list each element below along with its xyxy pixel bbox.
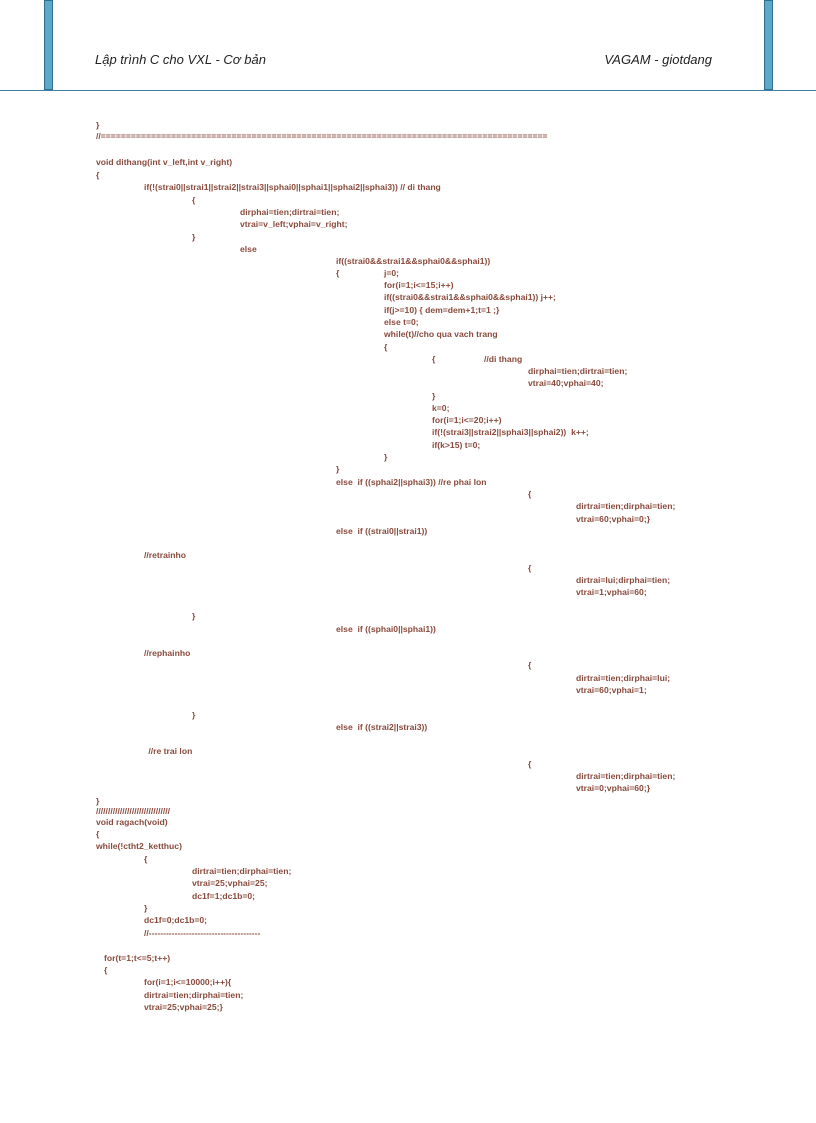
code-line: if(j>=10) { dem=dem+1;t=1 ;} bbox=[384, 305, 500, 315]
code-line: } bbox=[192, 611, 196, 621]
code-line: dirtrai=tien;dirphai=tien; bbox=[192, 866, 292, 876]
code-line: { bbox=[432, 354, 436, 364]
code-line: else if ((sphai2||sphai3)) //re phai lon bbox=[336, 477, 487, 487]
code-line: vtrai=25;vphai=25;} bbox=[144, 1002, 223, 1012]
code-line: for(i=1;i<=10000;i++){ bbox=[144, 977, 232, 987]
code-line: for(i=1;i<=20;i++) bbox=[432, 415, 502, 425]
code-line: vtrai=v_left;vphai=v_right; bbox=[240, 219, 348, 229]
code-line: dirtrai=tien;dirphai=tien; bbox=[576, 771, 676, 781]
code-line: vtrai=60;vphai=1; bbox=[576, 685, 647, 695]
code-line: vtrai=60;vphai=0;} bbox=[576, 514, 651, 524]
code-line: vtrai=25;vphai=25; bbox=[192, 878, 268, 888]
header-left-title: Lập trình C cho VXL - Cơ bản bbox=[95, 52, 266, 67]
code-line: dirphai=tien;dirtrai=tien; bbox=[528, 366, 628, 376]
code-line: for(i=1;i<=15;i++) bbox=[384, 280, 454, 290]
code-line: { bbox=[336, 268, 340, 278]
code-line: else if ((strai0||strai1)) bbox=[336, 526, 428, 536]
header-right-title: VAGAM - giotdang bbox=[604, 52, 712, 67]
code-line: if((strai0&&strai1&&sphai0&&sphai1)) bbox=[336, 256, 491, 266]
code-line: vtrai=40;vphai=40; bbox=[528, 378, 604, 388]
code-line: if((strai0&&strai1&&sphai0&&sphai1)) j++; bbox=[384, 292, 556, 302]
code-line: else t=0; bbox=[384, 317, 419, 327]
code-line: { bbox=[104, 965, 108, 975]
code-line: //re trai lon bbox=[146, 746, 193, 756]
code-line: dirtrai=tien;dirphai=tien; bbox=[576, 501, 676, 511]
code-line: dc1f=1;dc1b=0; bbox=[192, 891, 256, 901]
code-line: { bbox=[528, 759, 532, 769]
code-line: else if ((sphai0||sphai1)) bbox=[336, 624, 436, 634]
code-line: //retrainho bbox=[144, 550, 187, 560]
code-line: while(!ctht2_ketthuc) bbox=[96, 841, 182, 851]
code-line: { bbox=[96, 170, 100, 180]
code-line: void ragach(void) bbox=[96, 817, 168, 827]
code-line: vtrai=1;vphai=60; bbox=[576, 587, 647, 597]
code-line: dc1f=0;dc1b=0; bbox=[144, 915, 208, 925]
code-line: vtrai=0;vphai=60;} bbox=[576, 783, 651, 793]
code-line: } bbox=[192, 710, 196, 720]
code-line: { bbox=[144, 854, 148, 864]
code-line: k=0; bbox=[432, 403, 450, 413]
code-line: dirphai=tien;dirtrai=tien; bbox=[240, 207, 340, 217]
code-line: } bbox=[96, 120, 100, 130]
code-line: } bbox=[336, 464, 340, 474]
code-line: dirtrai=tien;dirphai=lui; bbox=[576, 673, 671, 683]
code-line: if(k>15) t=0; bbox=[432, 440, 481, 450]
code-line: //rephainho bbox=[144, 648, 191, 658]
code-line: else bbox=[240, 244, 257, 254]
code-line: { bbox=[192, 195, 196, 205]
code-line: { bbox=[528, 489, 532, 499]
code-line: } bbox=[192, 232, 196, 242]
code-line: dirtrai=tien;dirphai=tien; bbox=[144, 990, 244, 1000]
code-line: } bbox=[432, 391, 436, 401]
code-line: //--------------------------------------- bbox=[144, 928, 261, 938]
code-line: { bbox=[96, 829, 100, 839]
code-line: if(!(strai0||strai1||strai2||strai3||sphai0||sphai1||sphai2||sphai3)) // di thang bbox=[144, 182, 441, 192]
code-line: void dithang(int v_left,int v_right) bbox=[96, 157, 233, 167]
code-line: { bbox=[528, 563, 532, 573]
code-line: else if ((strai2||strai3)) bbox=[336, 722, 428, 732]
code-line: //========================================================================================= bbox=[96, 131, 548, 141]
code-line: } bbox=[96, 796, 100, 806]
code-line: dirtrai=lui;dirphai=tien; bbox=[576, 575, 671, 585]
code-line: while(t)//cho qua vach trang bbox=[384, 329, 498, 339]
code-line: { bbox=[528, 660, 532, 670]
code-line: { bbox=[384, 342, 388, 352]
code-line: //di thang bbox=[484, 354, 523, 364]
code-line: if(!(strai3||strai2||sphai3||sphai2)) k++; bbox=[432, 427, 589, 437]
code-line: } bbox=[144, 903, 148, 913]
code-line: /////////////////////////////// bbox=[96, 806, 171, 816]
code-line: } bbox=[384, 452, 388, 462]
code-line: j=0; bbox=[384, 268, 400, 278]
code-line: for(t=1;t<=5;t++) bbox=[104, 953, 171, 963]
